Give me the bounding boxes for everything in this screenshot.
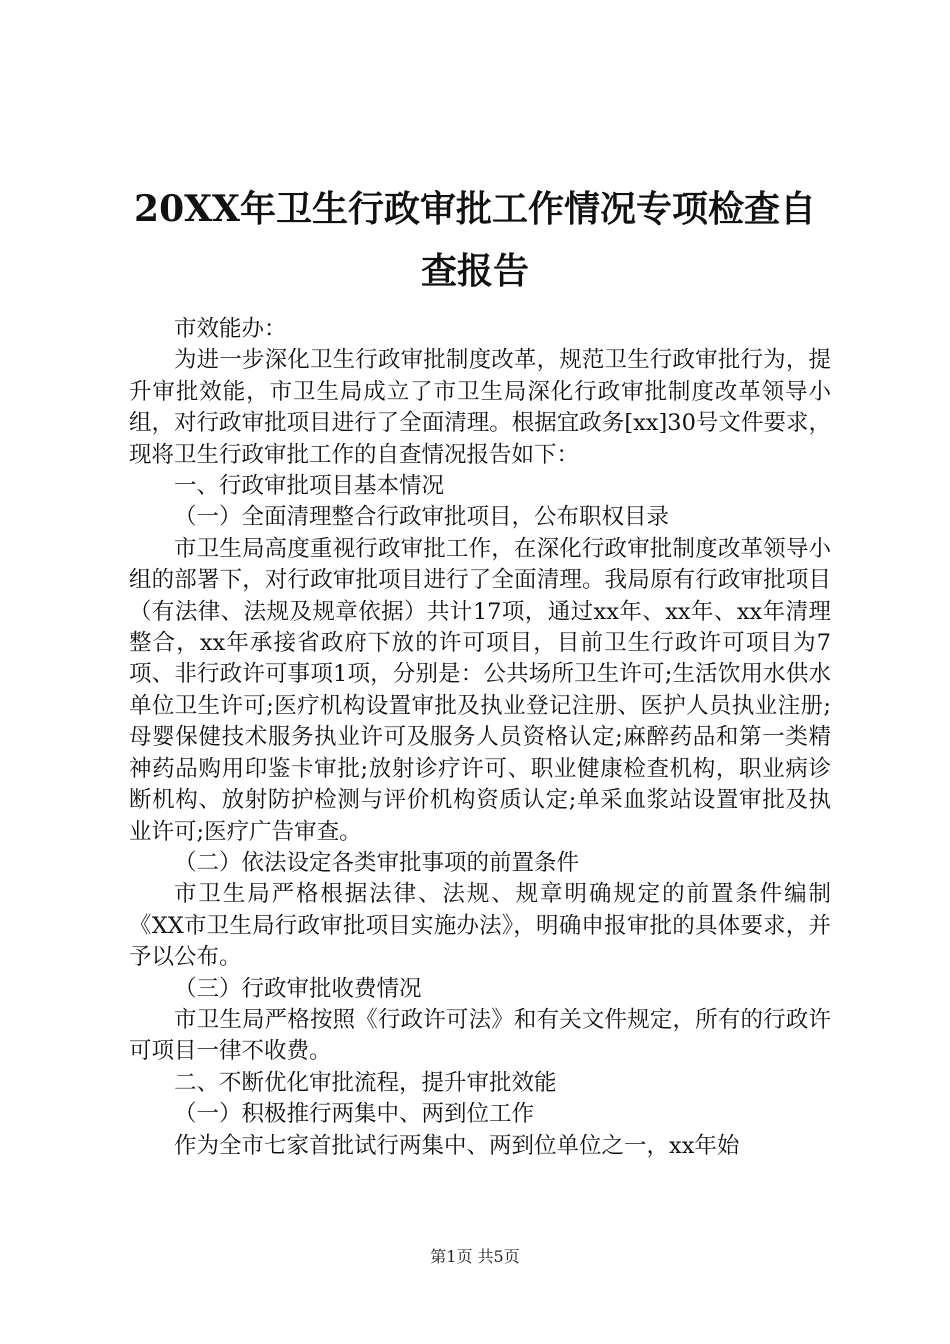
subsection-heading-1-3: （三）行政审批收费情况 <box>174 975 422 1002</box>
page-footer: 第1页 共5页 <box>430 1247 520 1266</box>
body-paragraph: 市卫生局严格根据法律、法规、规章明确规定的前置条件编制《XX市卫生局行政审批项目实施办法》，明确申报审批的具体要求，并予以公布。 <box>129 881 831 971</box>
body-paragraph: 市卫生局严格按照《行政许可法》和有关文件规定，所有的行政许可项目一律不收费。 <box>129 1006 831 1065</box>
salutation: 市效能办： <box>174 316 287 342</box>
section-heading-1: 一、行政审批项目基本情况 <box>174 473 445 500</box>
document-body <box>129 314 831 1162</box>
body-paragraph: 市卫生局高度重视行政审批工作，在深化行政审批制度改革领导小组的部署下，对行政审批项目进行了全面清理。我局原有行政审批项目（有法律、法规及规章依据）共计17项，通过xx年、xx年、xx年清理整合，xx年承接省政府下放的许可项目，目前卫生行政许可项目为7项、非行政许可事项1项，分别是：公共场所卫生许可;生活饮用水供水单位卫生许可;医疗机构设置审批及执业登记注册、医护人员执业注册;母婴保健技术服务执业许可及服务人员资格认定;麻醉药品和第一类精神药品购用印鉴卡审批;放射诊疗许可、职业健康检查机构，职业病诊断机构、放射防护检测与评价机构资质认定;单采血浆站设置审批及执业许可;医疗广告审查。 <box>129 535 831 845</box>
document-title: 20XX年卫生行政审批工作情况专项检查自查报告 <box>134 188 816 292</box>
section-heading-2: 二、不断优化审批流程，提升审批效能 <box>174 1069 557 1096</box>
intro-paragraph: 为进一步深化卫生行政审批制度改革，规范卫生行政审批行为，提升审批效能，市卫生局成立了市卫生局深化行政审批制度改革领导小组，对行政审批项目进行了全面清理。根据宜政务[xx]30号文件要求，现将卫生行政审批工作的自查情况报告如下： <box>129 347 831 468</box>
body-paragraph: 作为全市七家首批试行两集中、两到位单位之一，xx年始 <box>174 1132 740 1159</box>
subsection-heading-1-2: （二）依法设定各类审批事项的前置条件 <box>174 849 580 876</box>
subsection-heading-1-1: （一）全面清理整合行政审批项目，公布职权目录 <box>174 504 670 531</box>
subsection-heading-2-1: （一）积极推行两集中、两到位工作 <box>174 1101 535 1128</box>
